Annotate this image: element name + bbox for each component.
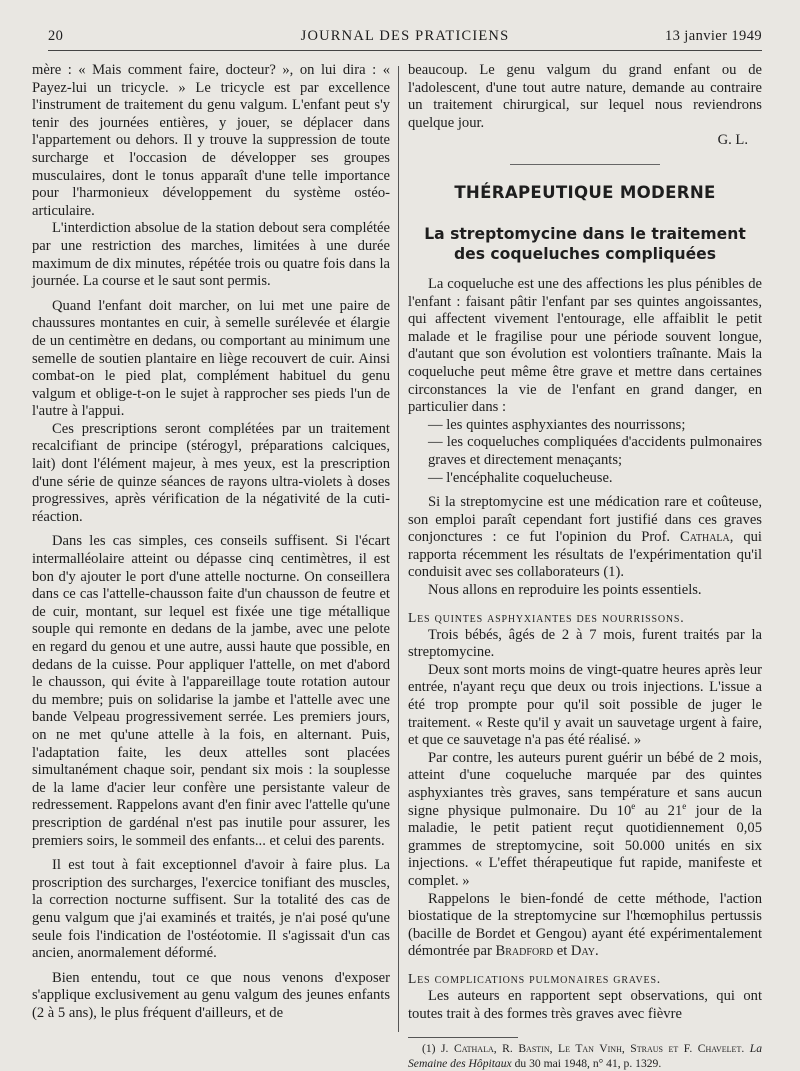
paragraph: Deux sont morts moins de vingt-quatre heures après leur entrée, n'ayant reçu que deux ou trois injections. L'issue a été trop prompte pour qu'il soit possible de juger le traitement. « Reste qu'il y avait un sauvetage urgent à faire, et que ce sauvetage n'a pas été réalisé. »	[408, 661, 762, 749]
list-item: — les quintes asphyxiantes des nourrissons;	[428, 416, 686, 433]
paragraph: Il est tout à fait exceptionnel d'avoir à faire plus. La proscription des surcharges, l'exercice tonifiant des muscles, la correction nocturne suffisent. Sur la totalité des cas de genu valgum que j'ai examinés et traités, je n'ai posé qu'une seule fois l'indication de l'ostéotomie. Il s'agissait d'un cas ancien, anormalement déformé.	[32, 857, 390, 962]
right-column	[408, 62, 763, 1070]
paragraph: La coqueluche est une des affections les plus pénibles de l'enfant : faisant pâtir l'enfant par ses quintes angoissantes, qui affectent vivement l'entourage, elle affaiblit le petit malade et le fragilise pour une période souvent longue, d'autant que son évolution est volontiers traînante. Mais la coqueluche peut même être grave et mettre dans certaines circonstances la vie de l'enfant en grand danger, en particulier dans :	[408, 275, 762, 416]
running-header	[48, 24, 762, 51]
paragraph: Quand l'enfant doit marcher, on lui met une paire de chaussures montantes en cuir, à semelle surélevée et élargie de un centimètre en dedans, ou comportant au minimum une semelle de soutien plantaire en liège recouvert de cuir. Ainsi combat-on le pied plat, complément habituel du genu valgum et oblige-t-on le sujet à rapprocher ses pieds l'un de l'autre à l'appui.	[32, 297, 390, 420]
paragraph: beaucoup. Le genu valgum du grand enfant ou de l'adolescent, d'une tout autre nature, demande au contraire un traitement chirurgical, sur lequel nous reviendrons quelque jour.	[408, 62, 762, 131]
subsection-heading: Les quintes asphyxiantes des nourrissons.	[408, 609, 685, 625]
paragraph: Les auteurs en rapportent sept observations, qui ont toutes trait à des formes très graves avec fièvre	[408, 987, 762, 1022]
paragraph: Trois bébés, âgés de 2 à 7 mois, furent traités par la streptomycine.	[408, 626, 762, 661]
paragraph: Dans les cas simples, ces conseils suffisent. Si l'écart intermalléolaire atteint ou dépasse cinq centimètres, il est bon d'y ajouter le port d'une attelle nocturne. On conseillera dans ce cas l'attelle-chausson faite d'un chausson de feutre et de cuir, montant, sur lequel est fixée une tige métallique souple qui remonte en dedans de la jambe, avec une pelote en regard du genou et une autre, aussi haute que possible, en dedans de la cuisse. Pour appliquer l'attelle, on met d'abord le chausson, qui évite à l'appareillage toute rotation autour du membre; puis on solidarise la jambe et l'attelle avec une bande Velpeau progressivement serrée. Les premiers jours, on ne met qu'une attelle à la fois, en alternant. Puis, l'adaptation faite, les deux attelles sont placées simultanément chaque soir, pendant six mois : la souplesse de la lame d'acier leur confère une persistante valeur de redressement. Rappelons avant d'en finir avec l'attelle qu'une prescription de gardénal n'est pas inutile pour assurer, les premiers soirs, le sommeil des enfants... et celui des parents.	[32, 533, 390, 849]
author-name: Bradford	[495, 943, 554, 960]
journal-title: JOURNAL DES PRATICIENS	[300, 28, 510, 44]
paragraph: L'interdiction absolue de la station debout sera complétée par une restriction des marches, limitées à une durée maximum de dix minutes, répétée trois ou quatre fois dans la journée. La course et le saut sont permis.	[32, 220, 390, 290]
author-name: Cathala	[680, 529, 730, 546]
paragraph: Si la streptomycine est une médication rare et coûteuse, son emploi paraît cependant fort justifié dans ces graves conjonctures : ce fut l'opinion du Prof. Cathala, qui rapporta récemment les résultats de l'expérimentation qu'il conduisit avec ses collaborateurs (1).	[408, 494, 762, 581]
section-rubric: THÉRAPEUTIQUE MODERNE	[454, 182, 716, 202]
paragraph: Par contre, les auteurs purent guérir un bébé de 2 mois, atteint d'une coqueluche marquée par des quintes asphyxiantes très graves, sans température et sans aucun signe physique pulmonaire. Du 10e au 21e jour de la maladie, le petit patient reçut quotidiennement 0,05 grammes de streptomycine, soit 50.000 unités en six injections. « L'effet thérapeutique fut rapide, manifeste et complet. »	[408, 749, 762, 889]
left-column	[32, 62, 390, 1050]
paragraph: Ces prescriptions seront complétées par un traitement recalcifiant de principe (stérogyl, préparations calciques, lait) dont l'élément majeur, à mes yeux, est la prescription d'une série de quinze séances de rayons ultra-violets à doses progressives, après vérification de la négativité de la cuti-réaction.	[32, 420, 390, 525]
column-divider	[398, 66, 399, 1032]
list-item: — les coqueluches compliquées d'accidents pulmonaires graves et directement menaçants;	[428, 434, 762, 468]
issue-date: 13 janvier 1949	[664, 28, 762, 44]
list-item: — l'encéphalite coquelucheuse.	[428, 469, 613, 486]
article-title-line: La streptomycine dans le traitement	[424, 224, 746, 243]
paragraph: Rappelons le bien-fondé de cette méthode, l'action biostatique de la streptomycine sur l'hœmophilus pertussis (bacille de Bordet et Gengou) ayant été expérimentalement démontrée par Bradford et Day.	[408, 890, 762, 960]
author-name: Day	[570, 943, 595, 960]
rubric-rule	[510, 164, 660, 165]
article-title-line: des coqueluches compliquées	[453, 244, 717, 263]
paragraph: Bien entendu, tout ce que nous venons d'exposer s'applique exclusivement au genu valgum des jeunes enfants (2 à 5 ans), le plus fréquent d'ailleurs, et de	[32, 969, 390, 1021]
paragraph: Nous allons en reproduire les points essentiels.	[428, 582, 702, 599]
subsection-heading: Les complications pulmonaires graves.	[408, 970, 662, 986]
footnote-rule	[408, 1037, 518, 1038]
footnote: (1) J. Cathala, R. Bastin, Le Tan Vinh, Straus et F. Chavelet. La Semaine des Hôpitaux du 30 mai 1948, n° 41, p. 1329.	[408, 1042, 763, 1070]
article-title	[408, 224, 762, 264]
paragraph: mère : « Mais comment faire, docteur? », on lui dira : « Payez-lui un tricycle. » Le tricycle est par excellence l'instrument de traitement du genu valgum. L'enfant peut s'y tenir des journées entières, y jouer, se déplacer dans l'appartement ou dehors. Il y trouve la suppression de toute surcharge et l'occasion de développer ses groupes musculaires, dont le tonus apparaît d'une telle importance pour l'harmonieux développement du système ostéo-articulaire.	[32, 62, 390, 219]
author-signature: G. L.	[717, 132, 748, 149]
page-number: 20	[48, 28, 64, 44]
